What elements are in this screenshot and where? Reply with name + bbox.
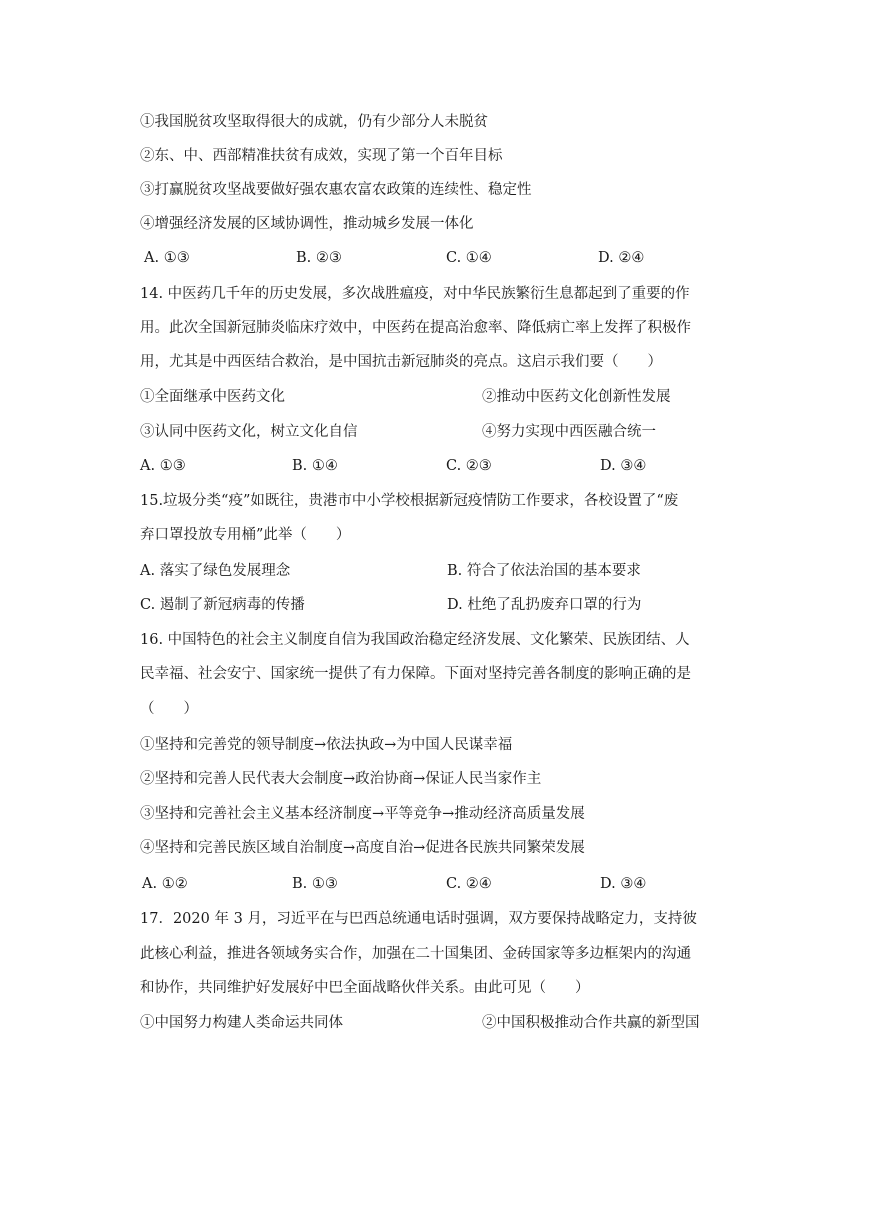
q13-option-c: C. ①④ [446,250,492,266]
q17-stem-line-2: 此核心利益，推进各领域务实合作，加强在二十国集团、金砖国家等多边框架内的沟通 [140,946,691,962]
q16-statement-1: ①坚持和完善党的领导制度→依法执政→为中国人民谋幸福 [140,737,513,753]
q14-stem-line-3: 用，尤其是中西医结合救治，是中国抗击新冠肺炎的亮点。这启示我们要（ ） [140,354,662,370]
q16-stem-line-2: 民幸福、社会安宁、国家统一提供了有力保障。下面对坚持完善各制度的影响正确的是 [140,666,691,682]
q17-statement-2: ②中国积极推动合作共赢的新型国 [482,1015,700,1031]
q14-stem-line-1: 14. 中医药几千年的历史发展，多次战胜瘟疫，对中华民族繁衍生息都起到了重要的作 [140,286,690,302]
q13-option-a: A. ①③ [144,250,190,266]
q15-option-c: C. 遏制了新冠病毒的传播 [140,597,305,613]
q14-option-c: C. ②③ [446,458,492,474]
q13-option-b: B. ②③ [296,250,342,266]
q17-statement-1: ①中国努力构建人类命运共同体 [140,1015,343,1031]
q16-stem-line-3: （ ） [140,701,198,717]
q15-stem-line-1: 15.垃圾分类“疫”如既往，贵港市中小学校根据新冠疫情防工作要求，各校设置了“废 [140,493,679,509]
q13-statement-4: ④增强经济发展的区域协调性，推动城乡发展一体化 [140,216,474,232]
q14-statement-2: ②推动中医药文化创新性发展 [482,389,671,405]
q16-statement-2: ②坚持和完善人民代表大会制度→政治协商→保证人民当家作主 [140,771,542,787]
q14-stem-line-2: 用。此次全国新冠肺炎临床疗效中，中医药在提高治愈率、降低病亡率上发挥了积极作 [140,320,691,336]
q14-option-d: D. ③④ [600,458,647,474]
q13-statement-3: ③打赢脱贫攻坚战要做好强农惠农富农政策的连续性、稳定性 [140,182,532,198]
q16-option-d: D. ③④ [600,876,647,892]
q16-option-b: B. ①③ [292,876,338,892]
q16-option-a: A. ①② [142,876,188,892]
q16-statement-3: ③坚持和完善社会主义基本经济制度→平等竞争→推动经济高质量发展 [140,806,585,822]
q14-statement-3: ③认同中医药文化，树立文化自信 [140,424,358,440]
q15-option-b: B. 符合了依法治国的基本要求 [447,563,641,579]
q15-stem-line-2: 弃口罩投放专用桶”此举（ ） [140,527,351,543]
q13-option-d: D. ②④ [598,250,645,266]
q16-statement-4: ④坚持和完善民族区域自治制度→高度自治→促进各民族共同繁荣发展 [140,840,585,856]
q16-option-c: C. ②④ [446,876,492,892]
q15-option-d: D. 杜绝了乱扔废弃口罩的行为 [447,597,642,613]
q17-stem-line-3: 和协作，共同维护好发展好中巴全面战略伙伴关系。由此可见（ ） [140,980,590,996]
q14-statement-4: ④努力实现中西医融合统一 [482,424,656,440]
q13-statement-2: ②东、中、西部精准扶贫有成效，实现了第一个百年目标 [140,148,503,164]
q17-stem-line-1: 17．2020 年 3 月，习近平在与巴西总统通电话时强调，双方要保持战略定力，支持彼 [140,911,697,927]
q14-statement-1: ①全面继承中医药文化 [140,389,285,405]
q13-statement-1: ①我国脱贫攻坚取得很大的成就，仍有少部分人未脱贫 [140,114,488,130]
q14-option-a: A. ①③ [140,458,186,474]
q14-option-b: B. ①④ [292,458,338,474]
q15-option-a: A. 落实了绿色发展理念 [140,563,291,579]
q16-stem-line-1: 16. 中国特色的社会主义制度自信为我国政治稳定经济发展、文化繁荣、民族团结、人 [140,632,690,648]
